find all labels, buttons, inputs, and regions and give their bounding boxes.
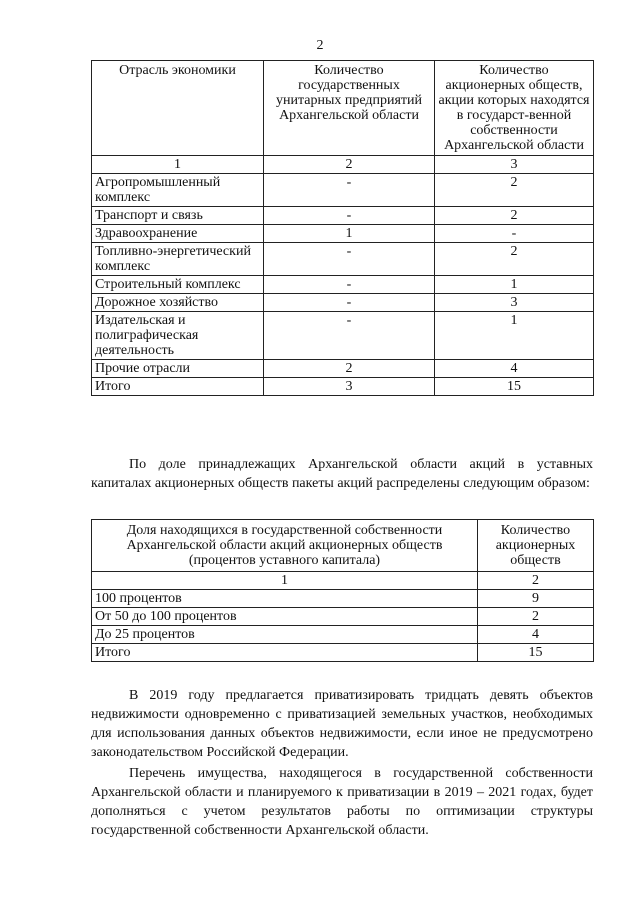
- industry-name: Здравоохранение: [92, 225, 264, 243]
- table-row: [92, 174, 594, 207]
- table-header-row: [92, 520, 594, 572]
- unitary-count: -: [264, 276, 435, 294]
- share-range: 100 процентов: [92, 590, 478, 608]
- index-cell: 2: [264, 156, 435, 174]
- unitary-count: -: [264, 312, 435, 360]
- table-row: [92, 243, 594, 276]
- unitary-total: 3: [264, 378, 435, 396]
- column-header-joint-stock-companies: Количество акционерных обществ, акции которых находятся в государст-венной собственности Архангельской области: [435, 61, 594, 156]
- jsc-count: 2: [435, 174, 594, 207]
- industry-name: Дорожное хозяйство: [92, 294, 264, 312]
- jsc-count: 2: [435, 243, 594, 276]
- table-header-row: [92, 61, 594, 156]
- industry-table: [91, 60, 594, 396]
- table-row: [92, 276, 594, 294]
- paragraph-privatization-2019: В 2019 году предлагается приватизировать тридцать девять объектов недвижимости одновременно с приватизацией земельных участков, необходимых для использования данных объектов недвижимости, если иное не предусмотрено законодательством Российской Федерации.: [91, 688, 593, 760]
- jsc-count: 3: [435, 294, 594, 312]
- table-row: [92, 294, 594, 312]
- share-range: От 50 до 100 процентов: [92, 608, 478, 626]
- unitary-count: -: [264, 243, 435, 276]
- table-row: [92, 225, 594, 243]
- industry-name: Прочие отрасли: [92, 360, 264, 378]
- company-count: 2: [478, 608, 594, 626]
- table-index-row: [92, 572, 594, 590]
- table-total-row: [92, 378, 594, 396]
- company-count: 4: [478, 626, 594, 644]
- jsc-count: -: [435, 225, 594, 243]
- jsc-count: 1: [435, 276, 594, 294]
- column-header-share: Доля находящихся в государственной собственности Архангельской области акций акционерных обществ (процентов уставного капитала): [92, 520, 478, 572]
- table-row: [92, 207, 594, 225]
- index-cell: 2: [478, 572, 594, 590]
- jsc-count: 4: [435, 360, 594, 378]
- table-total-row: [92, 644, 594, 662]
- jsc-count: 1: [435, 312, 594, 360]
- industry-name: Издательская и полиграфическая деятельность: [92, 312, 264, 360]
- table-row: [92, 608, 594, 626]
- column-header-company-count: Количество акционерных обществ: [478, 520, 594, 572]
- column-header-unitary-enterprises: Количество государственных унитарных предприятий Архангельской области: [264, 61, 435, 156]
- paragraph-property-list: Перечень имущества, находящегося в государственной собственности Архангельской области и планируемого к приватизации в 2019 – 2021 годах, будет дополняться с учетом результатов работы по оптимизации структуры государственной собственности Архангельской области.: [91, 766, 593, 838]
- industry-name: Топливно-энергетический комплекс: [92, 243, 264, 276]
- page-number: 2: [316, 38, 324, 53]
- share-range: До 25 процентов: [92, 626, 478, 644]
- unitary-count: 2: [264, 360, 435, 378]
- jsc-count: 2: [435, 207, 594, 225]
- company-count: 9: [478, 590, 594, 608]
- paragraph-share-distribution: По доле принадлежащих Архангельской области акций в уставных капиталах акционерных обществ пакеты акций распределены следующим образом:: [91, 457, 593, 491]
- index-cell: 3: [435, 156, 594, 174]
- total-label: Итого: [92, 378, 264, 396]
- unitary-count: -: [264, 174, 435, 207]
- industry-name: Строительный комплекс: [92, 276, 264, 294]
- company-total: 15: [478, 644, 594, 662]
- table-row: [92, 360, 594, 378]
- table-row: [92, 626, 594, 644]
- jsc-total: 15: [435, 378, 594, 396]
- share-distribution-table: [91, 519, 594, 662]
- unitary-count: -: [264, 294, 435, 312]
- industry-name: Транспорт и связь: [92, 207, 264, 225]
- industry-name: Агропромышленный комплекс: [92, 174, 264, 207]
- table-row: [92, 312, 594, 360]
- table-index-row: [92, 156, 594, 174]
- column-header-industry: Отрасль экономики: [92, 61, 264, 156]
- total-label: Итого: [92, 644, 478, 662]
- unitary-count: 1: [264, 225, 435, 243]
- index-cell: 1: [92, 156, 264, 174]
- index-cell: 1: [92, 572, 478, 590]
- table-row: [92, 590, 594, 608]
- unitary-count: -: [264, 207, 435, 225]
